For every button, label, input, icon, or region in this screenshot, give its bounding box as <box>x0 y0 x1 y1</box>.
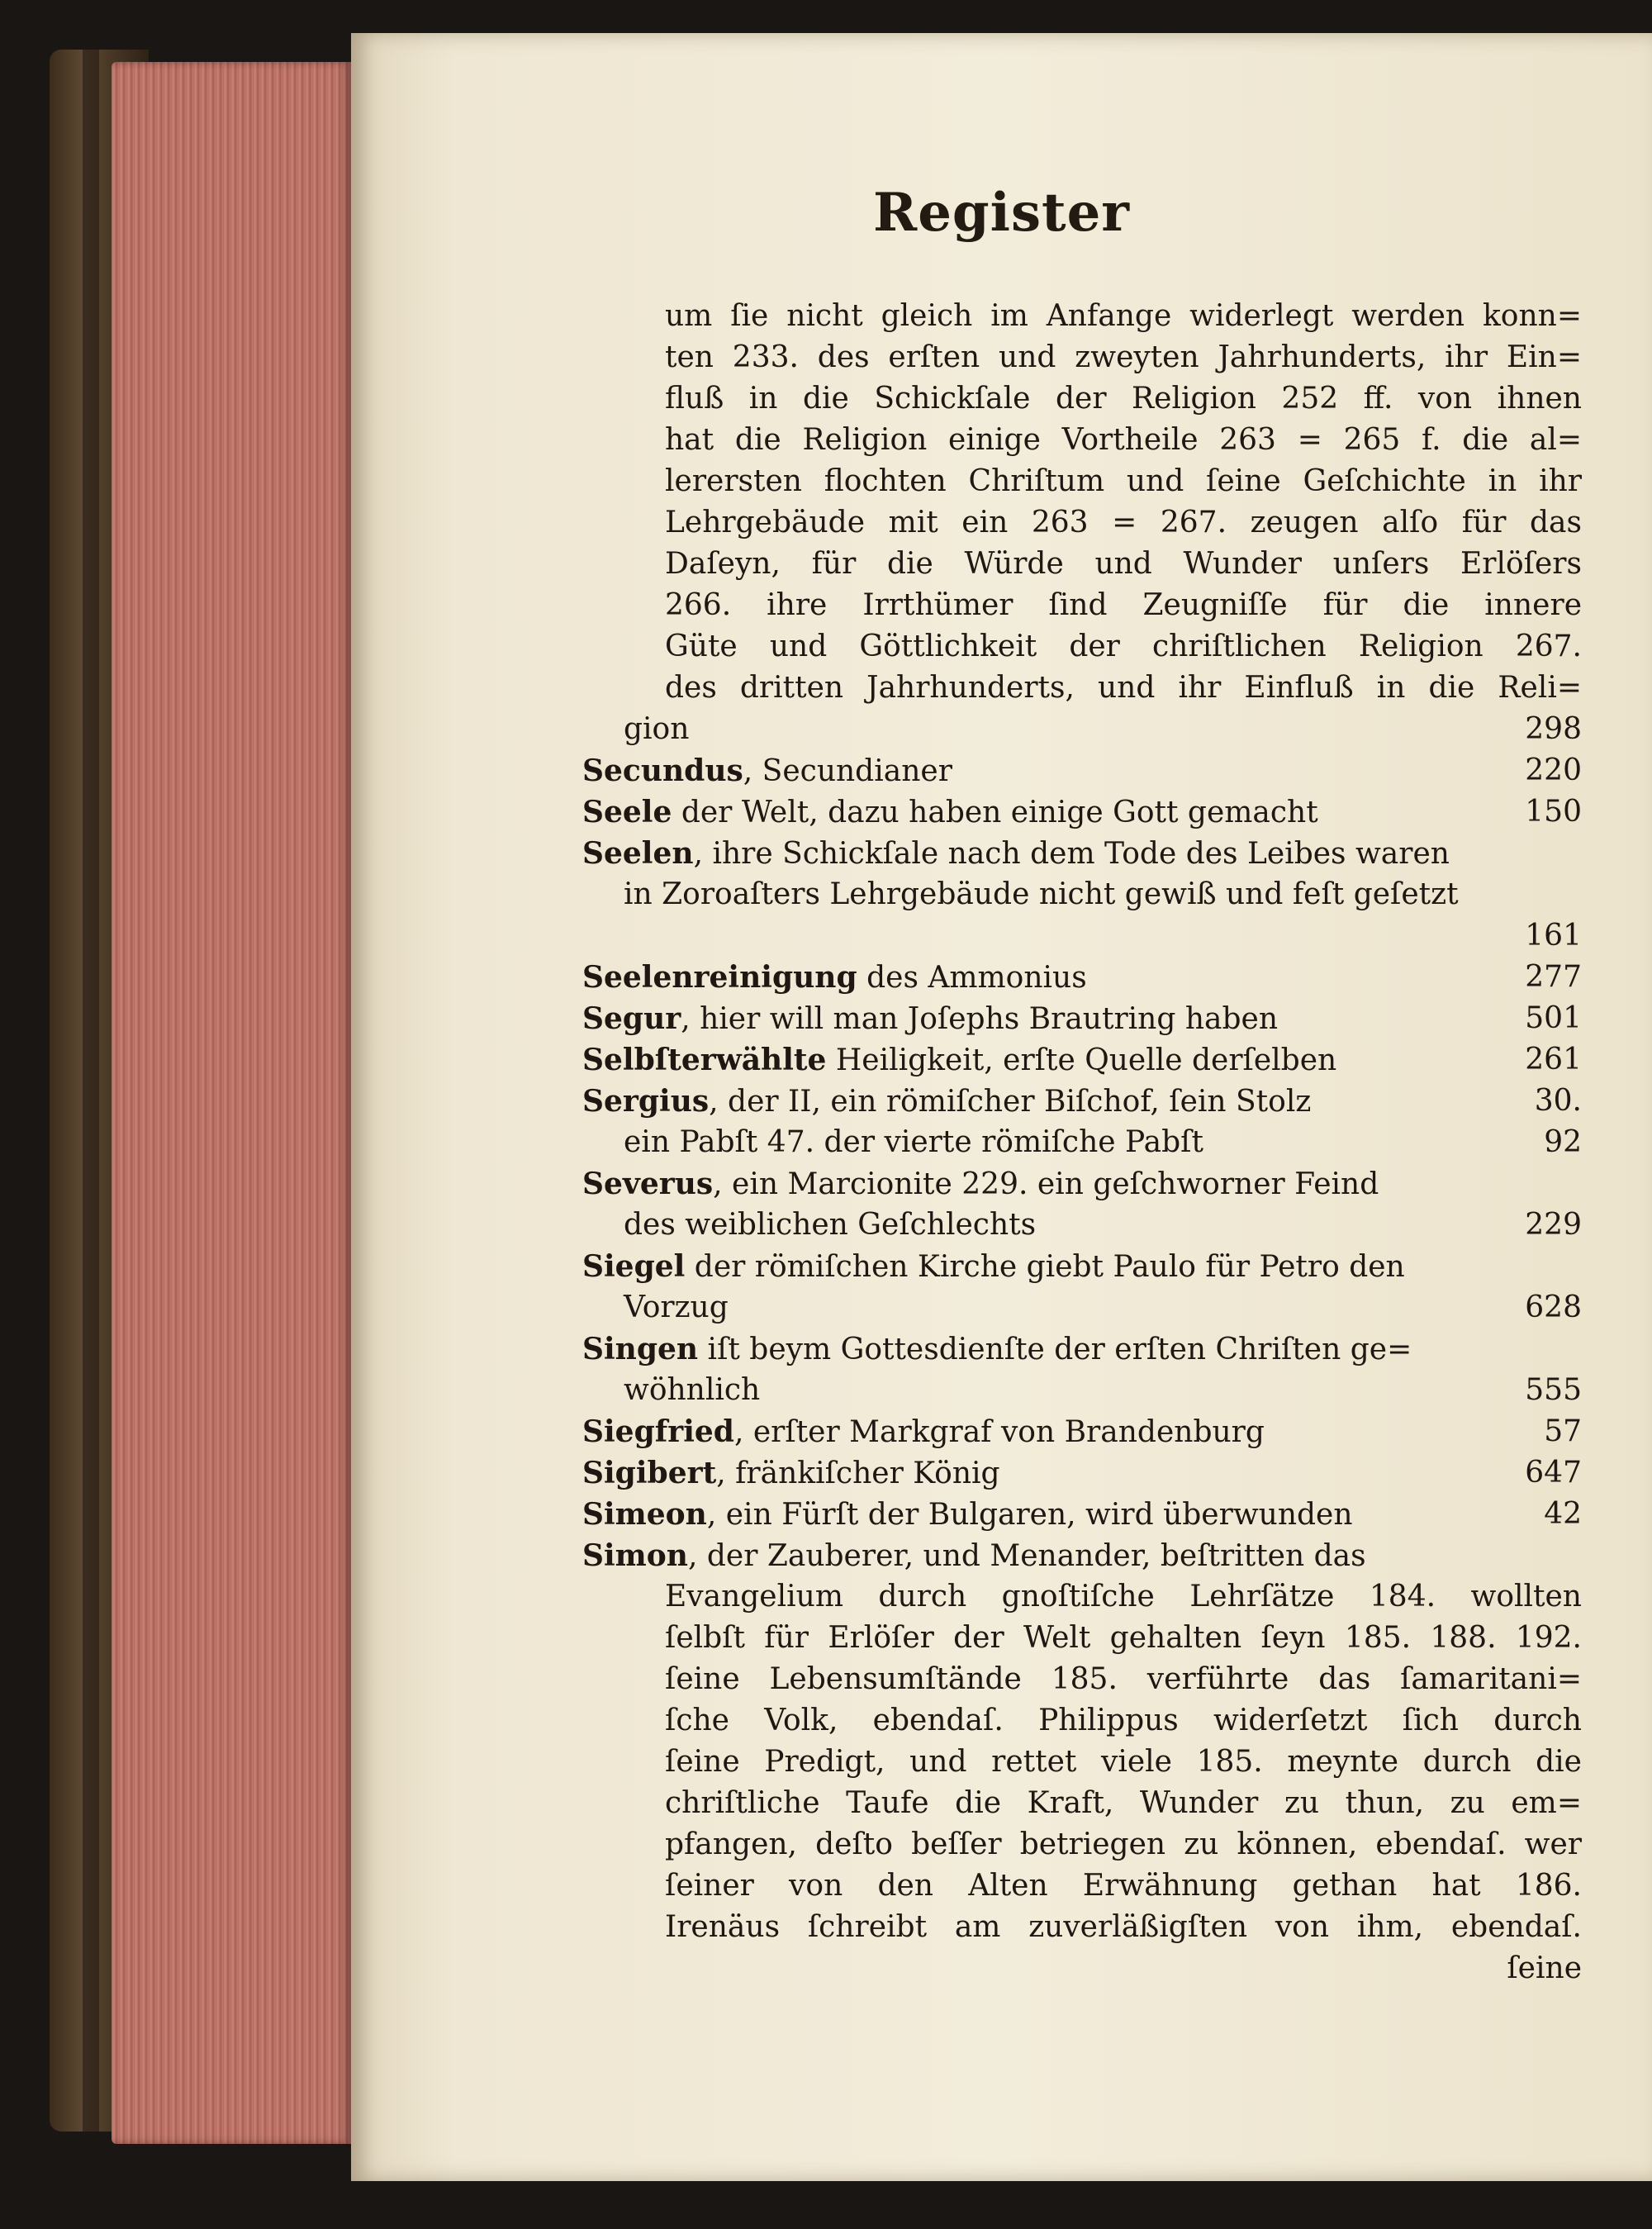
entry-head: Selbſterwählte <box>582 1043 827 1077</box>
index-entry <box>582 1039 1582 1081</box>
entry-body: iſt beym Gottesdienſte der erſten Chriſten ge= <box>698 1333 1412 1366</box>
book-page <box>351 33 1652 2181</box>
page-reference: 57 <box>1544 1414 1582 1448</box>
entry-body: , ihre Schickſale nach dem Tode des Leibes waren <box>693 837 1450 871</box>
entry-body: , der Zauberer, und Menander, beſtritten das <box>687 1539 1366 1573</box>
page-reference: 261 <box>1525 1043 1582 1076</box>
entry-body: des weiblichen Geſchlechts <box>624 1208 1037 1242</box>
entry-body: , hier will man Joſephs Brautring haben <box>681 1002 1279 1036</box>
index-entry <box>582 1081 1582 1122</box>
index-entry <box>582 1163 1582 1205</box>
text-line: um ſie nicht gleich im Anfange widerlegt werden konn= <box>665 299 1582 333</box>
entry-body: , fränkiſcher König <box>716 1457 1000 1490</box>
entry-continuation <box>624 1287 1582 1328</box>
entry-head: Simeon <box>582 1497 707 1532</box>
page-reference: 501 <box>1525 1001 1582 1035</box>
entry-body: , der II, ein römiſcher Biſchof, ſein Stolz <box>709 1085 1312 1119</box>
index-entry <box>582 1246 1582 1287</box>
page-reference: 647 <box>1525 1456 1582 1490</box>
index-entry <box>582 791 1582 833</box>
entry-body: in Zoroaſters Lehrgebäude nicht gewiß und feſt geſetzt <box>624 877 1459 911</box>
entry-body: , ein Fürſt der Bulgaren, wird überwunden <box>706 1498 1353 1532</box>
entry-continuation <box>624 915 1582 957</box>
catchword: ſeine <box>1507 1951 1582 1985</box>
page-reference: 30. <box>1534 1084 1582 1118</box>
entry-continuation <box>624 1122 1582 1163</box>
entry-body: Heiligkeit, erſte Quelle derſelben <box>826 1043 1337 1077</box>
entry-body: des Ammonius <box>857 961 1087 995</box>
entry-continuation: ſeine Predigt, und rettet viele 185. meynte durch die <box>665 1745 1582 1779</box>
entry-text <box>582 750 952 792</box>
page-reference: 277 <box>1525 960 1582 994</box>
entry-continuation: ſche Volk, ebendaſ. Philippus widerſetzt ſich durch <box>665 1704 1582 1737</box>
entry-body: Vorzug <box>624 1290 729 1324</box>
entry-head: Seelenreinigung <box>582 960 857 995</box>
index-entry <box>582 1494 1582 1535</box>
page-reference: 220 <box>1525 753 1582 787</box>
page-reference: 229 <box>1525 1208 1582 1242</box>
index-entry <box>582 1452 1582 1494</box>
entry-head: Seelen <box>582 836 694 871</box>
entry-text <box>582 1452 1000 1495</box>
entry-text <box>582 1163 1379 1205</box>
entry-text <box>582 957 1087 999</box>
entry-text <box>582 1411 1265 1453</box>
page-title: Register <box>873 182 1130 244</box>
entry-continuation: chriſtliche Taufe die Kraft, Wunder zu thun, zu em= <box>665 1786 1582 1820</box>
text-line: fluß in die Schickſale der Religion 252 ff. von ihnen <box>665 382 1582 416</box>
entry-text <box>582 833 1450 875</box>
entry-text <box>582 791 1318 834</box>
page-reference: 150 <box>1525 795 1582 829</box>
text-line: des dritten Jahrhunderts, und ihr Einfluß in die Reli= <box>665 671 1582 705</box>
index-entry <box>582 998 1582 1039</box>
entry-head: Segur <box>582 1001 681 1036</box>
entry-text <box>582 1081 1311 1123</box>
text-line: 266. ihre Irrthümer ſind Zeugniſſe für die innere <box>665 588 1582 622</box>
page-reference: 161 <box>1525 919 1582 953</box>
entry-text <box>582 1494 1353 1536</box>
entry-continuation: Irenäus ſchreibt am zuverläßigſten von ihm, ebendaſ. <box>665 1910 1582 1944</box>
index-entry <box>582 833 1582 874</box>
entry-head: Seele <box>582 795 672 829</box>
entry-text <box>582 998 1278 1040</box>
entry-body: der Welt, dazu haben einige Gott gemacht <box>672 796 1318 829</box>
entry-head: Sigibert <box>582 1456 717 1490</box>
text-line: lerersten flochten Chriſtum und ſeine Geſchichte in ihr <box>665 464 1582 498</box>
entry-text <box>582 1535 1366 1577</box>
text-line: Güte und Göttlichkeit der chriſtlichen Religion 267. <box>665 630 1582 663</box>
entry-continuation <box>624 874 1582 915</box>
register-text <box>582 296 1582 1989</box>
entry-text <box>582 1246 1405 1288</box>
page-reference: 298 <box>1525 712 1582 746</box>
entry-continuation: ſeine Lebensumſtände 185. verführte das ſamaritani= <box>665 1662 1582 1696</box>
entry-body: , erſter Markgraf von Brandenburg <box>733 1415 1265 1449</box>
entry-head: Simon <box>582 1538 688 1573</box>
cover-shadow <box>83 50 99 2132</box>
entry-head: Severus <box>582 1167 714 1201</box>
page-edges <box>112 62 351 2144</box>
entry-head: Secundus <box>582 753 743 788</box>
page-reference: 555 <box>1525 1373 1582 1407</box>
entry-body: ein Pabſt 47. der vierte römiſche Pabſt <box>624 1125 1203 1159</box>
entry-text <box>582 1039 1336 1081</box>
entry-head: Sergius <box>582 1084 710 1119</box>
entry-head: Singen <box>582 1332 699 1366</box>
text-line <box>624 709 1582 750</box>
entry-continuation: Evangelium durch gnoſtiſche Lehrſätze 184. wollten <box>665 1580 1582 1614</box>
index-entry <box>582 750 1582 791</box>
entry-body: wöhnlich <box>624 1373 761 1407</box>
index-entry <box>582 957 1582 998</box>
entry-body: , ein Marcionite 229. ein geſchworner Feind <box>713 1167 1379 1201</box>
entry-continuation: pfangen, deſto beſſer betriegen zu können, ebendaſ. wer <box>665 1827 1582 1861</box>
entry-body: , Secundianer <box>743 754 952 788</box>
entry-body: der römiſchen Kirche giebt Paulo für Petro den <box>685 1250 1405 1284</box>
text-line: Lehrgebäude mit ein 263 = 267. zeugen alſo für das <box>665 506 1582 539</box>
page-reference: 42 <box>1544 1497 1582 1531</box>
entry-head: Siegel <box>582 1249 686 1284</box>
index-entry <box>582 1328 1582 1370</box>
catchword-line <box>624 1948 1582 1989</box>
page-reference: 92 <box>1544 1125 1582 1159</box>
entry-continuation <box>624 1205 1582 1246</box>
text-line: hat die Religion einige Vortheile 263 = 265 f. die al= <box>665 423 1582 457</box>
index-entry <box>582 1411 1582 1452</box>
text-line: ten 233. des erſten und zweyten Jahrhunderts, ihr Ein= <box>665 340 1582 374</box>
entry-head: Siegfried <box>582 1414 734 1449</box>
entry-continuation <box>624 1370 1582 1411</box>
entry-text <box>582 1328 1412 1371</box>
text-line: Daſeyn, für die Würde und Wunder unſers Erlöſers <box>665 547 1582 581</box>
page-reference: 628 <box>1525 1290 1582 1324</box>
entry-continuation: ſelbſt für Erlöſer der Welt gehalten ſeyn 185. 188. 192. <box>665 1621 1582 1655</box>
line-text: gion <box>624 712 690 746</box>
entry-continuation: ſeiner von den Alten Erwähnung gethan hat 186. <box>665 1869 1582 1903</box>
index-entry <box>582 1535 1582 1576</box>
